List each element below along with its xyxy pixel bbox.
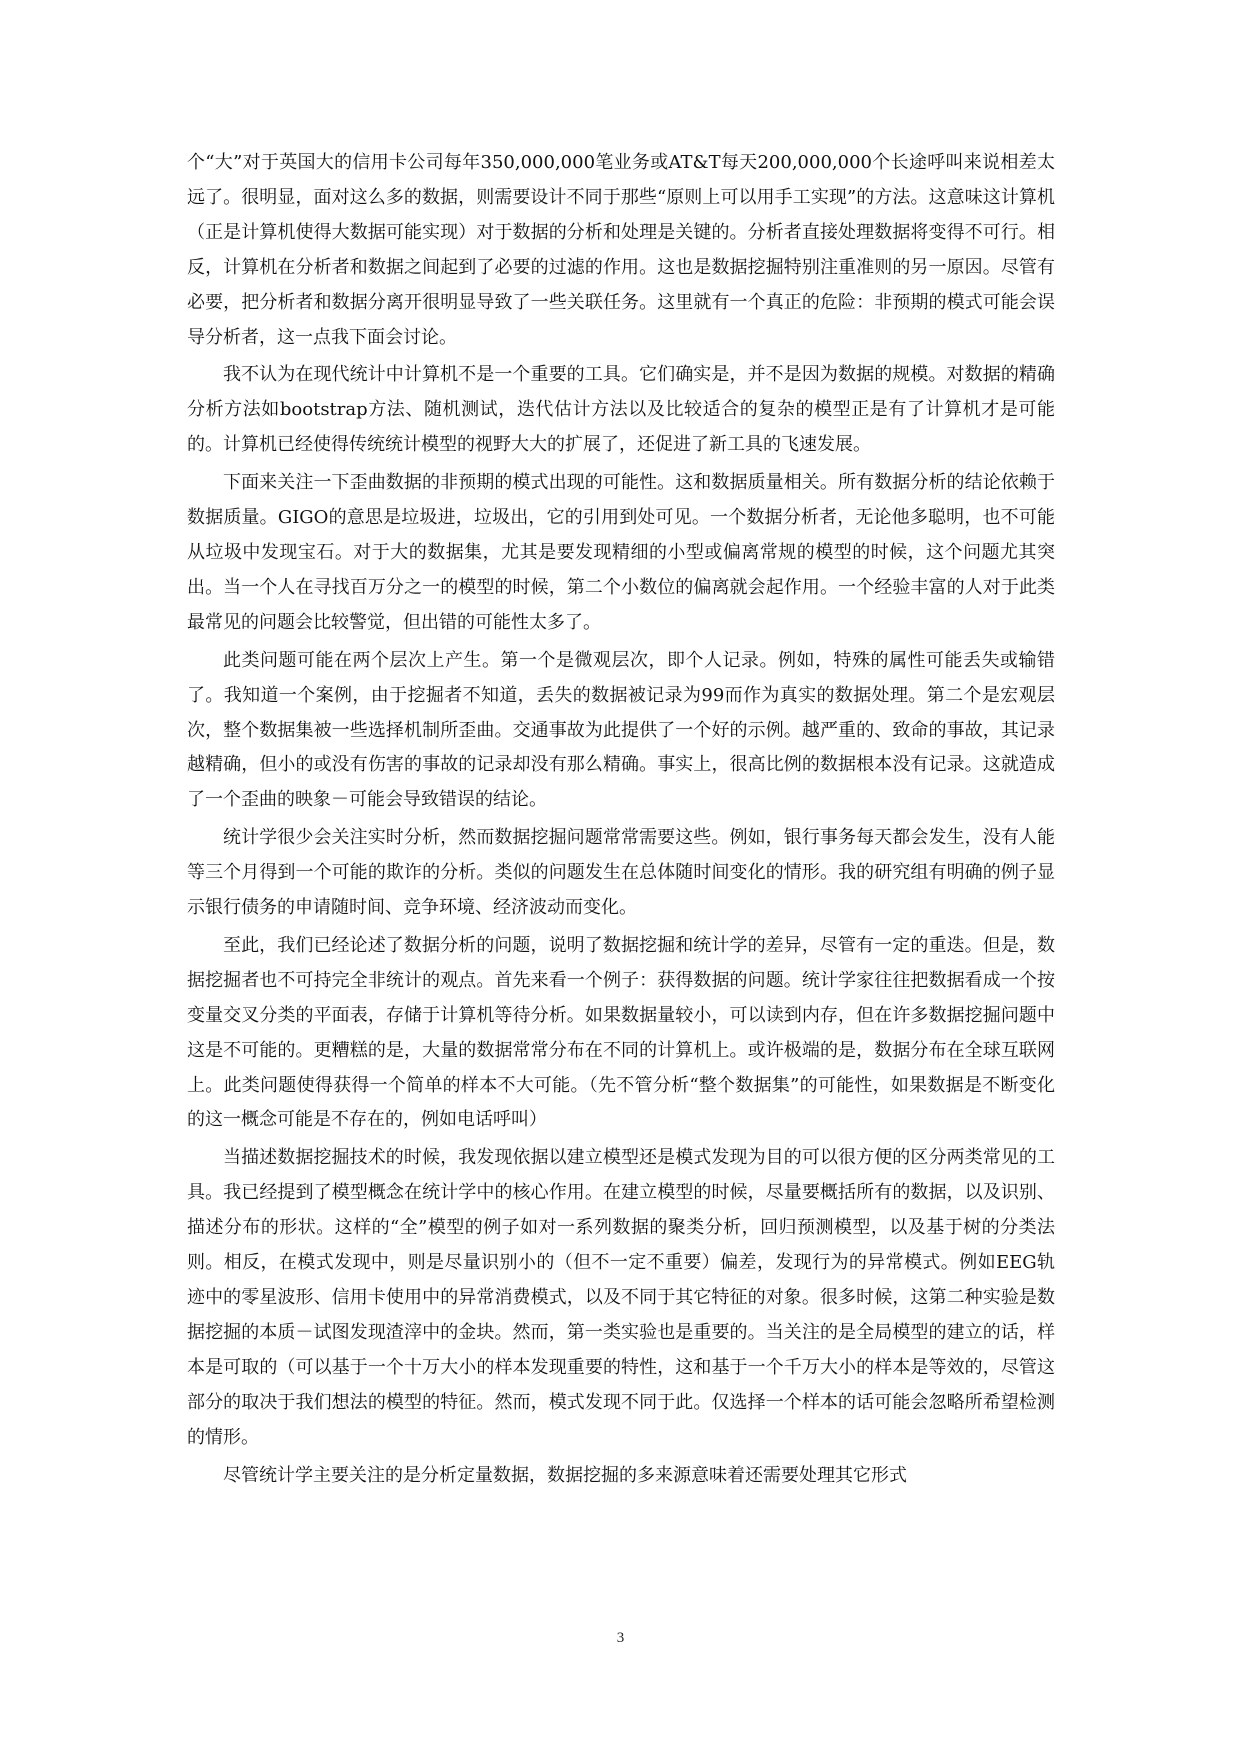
page-number: 3 [616, 1630, 625, 1646]
paragraph-4: 此类问题可能在两个层次上产生。第一个是微观层次，即个人记录。例如，特殊的属性可能丢失或输错了。我知道一个案例，由于挖掘者不知道，丢失的数据被记录为99而作为真实的数据处理。第二个是宏观层次，整个数据集被一些选择机制所歪曲。交通事故为此提供了一个好的示例。越严重的、致命的事故，其记录越精确，但小的或没有伤害的事故的记录却没有那么精确。事实上，很高比例的数据根本没有记录。这就造成了一个歪曲的映象－可能会导致错误的结论。 [187, 649, 1055, 811]
paragraph-6: 至此，我们已经论述了数据分析的问题，说明了数据挖掘和统计学的差异，尽管有一定的重迭。但是，数据挖掘者也不可持完全非统计的观点。首先来看一个例子：获得数据的问题。统计学家往往把数据看成一个按变量交叉分类的平面表，存储于计算机等待分析。如果数据量较小，可以读到内存，但在许多数据挖掘问题中这是不可能的。更糟糕的是，大量的数据常常分布在不同的计算机上。或许极端的是，数据分布在全球互联网上。此类问题使得获得一个简单的样本不大可能。（先不管分析“整个数据集”的可能性，如果数据是不断变化的这一概念可能是不存在的，例如电话呼叫） [187, 934, 1055, 1131]
paragraph-3: 下面来关注一下歪曲数据的非预期的模式出现的可能性。这和数据质量相关。所有数据分析的结论依赖于数据质量。GIGO的意思是垃圾进，垃圾出，它的引用到处可见。一个数据分析者，无论他多聪明，也不可能从垃圾中发现宝石。对于大的数据集，尤其是要发现精细的小型或偏离常规的模型的时候，这个问题尤其突出。当一个人在寻找百万分之一的模型的时候，第二个小数位的偏离就会起作用。一个经验丰富的人对于此类最常见的问题会比较警觉，但出错的可能性太多了。 [187, 472, 1055, 633]
paragraph-1: 个“大”对于英国大的信用卡公司每年350,000,000笔业务或AT&T每天200,000,000个长途呼叫来说相差太远了。很明显，面对这么多的数据，则需要设计不同于那些“原则上可以用手工实现”的方法。这意味这计算机（正是计算机使得大数据可能实现）对于数据的分析和处理是关键的。分析者直接处理数据将变得不可行。相反，计算机在分析者和数据之间起到了必要的过滤的作用。这也是数据挖掘特别注重准则的另一原因。尽管有必要，把分析者和数据分离开很明显导致了一些关联任务。这里就有一个真正的危险：非预期的模式可能会误导分析者，这一点我下面会讨论。 [187, 152, 1055, 348]
paragraph-7: 当描述数据挖掘技术的时候，我发现依据以建立模型还是模式发现为目的可以很方便的区分两类常见的工具。我已经提到了模型概念在统计学中的核心作用。在建立模型的时候，尽量要概括所有的数据，以及识别、描述分布的形状。这样的“全”模型的例子如对一系列数据的聚类分析，回归预测模型，以及基于树的分类法则。相反，在模式发现中，则是尽量识别小的（但不一定不重要）偏差，发现行为的异常模式。例如EEG轨迹中的零星波形、信用卡使用中的异常消费模式，以及不同于其它特征的对象。很多时候，这第二种实验是数据挖掘的本质－试图发现渣滓中的金块。然而，第一类实验也是重要的。当关注的是全局模型的建立的话，样本是可取的（可以基于一个十万大小的样本发现重要的特性，这和基于一个千万大小的样本是等效的，尽管这部分的取决于我们想法的模型的特征。然而，模式发现不同于此。仅选择一个样本的话可能会忽略所希望检测的情形。 [187, 1147, 1055, 1448]
paragraph-8: 尽管统计学主要关注的是分析定量数据，数据挖掘的多来源意味着还需要处理其它形式 [223, 1464, 907, 1486]
paragraph-2: 我不认为在现代统计中计算机不是一个重要的工具。它们确实是，并不是因为数据的规模。对数据的精确分析方法如bootstrap方法、随机测试，迭代估计方法以及比较适合的复杂的模型正是有了计算机才是可能的。计算机已经使得传统统计模型的视野大大的扩展了，还促进了新工具的飞速发展。 [187, 364, 1055, 456]
body-text [187, 146, 1055, 1496]
paragraph-5: 统计学很少会关注实时分析，然而数据挖掘问题常常需要这些。例如，银行事务每天都会发生，没有人能等三个月得到一个可能的欺诈的分析。类似的问题发生在总体随时间变化的情形。我的研究组有明确的例子显示银行债务的申请随时间、竞争环境、经济波动而变化。 [187, 827, 1055, 919]
